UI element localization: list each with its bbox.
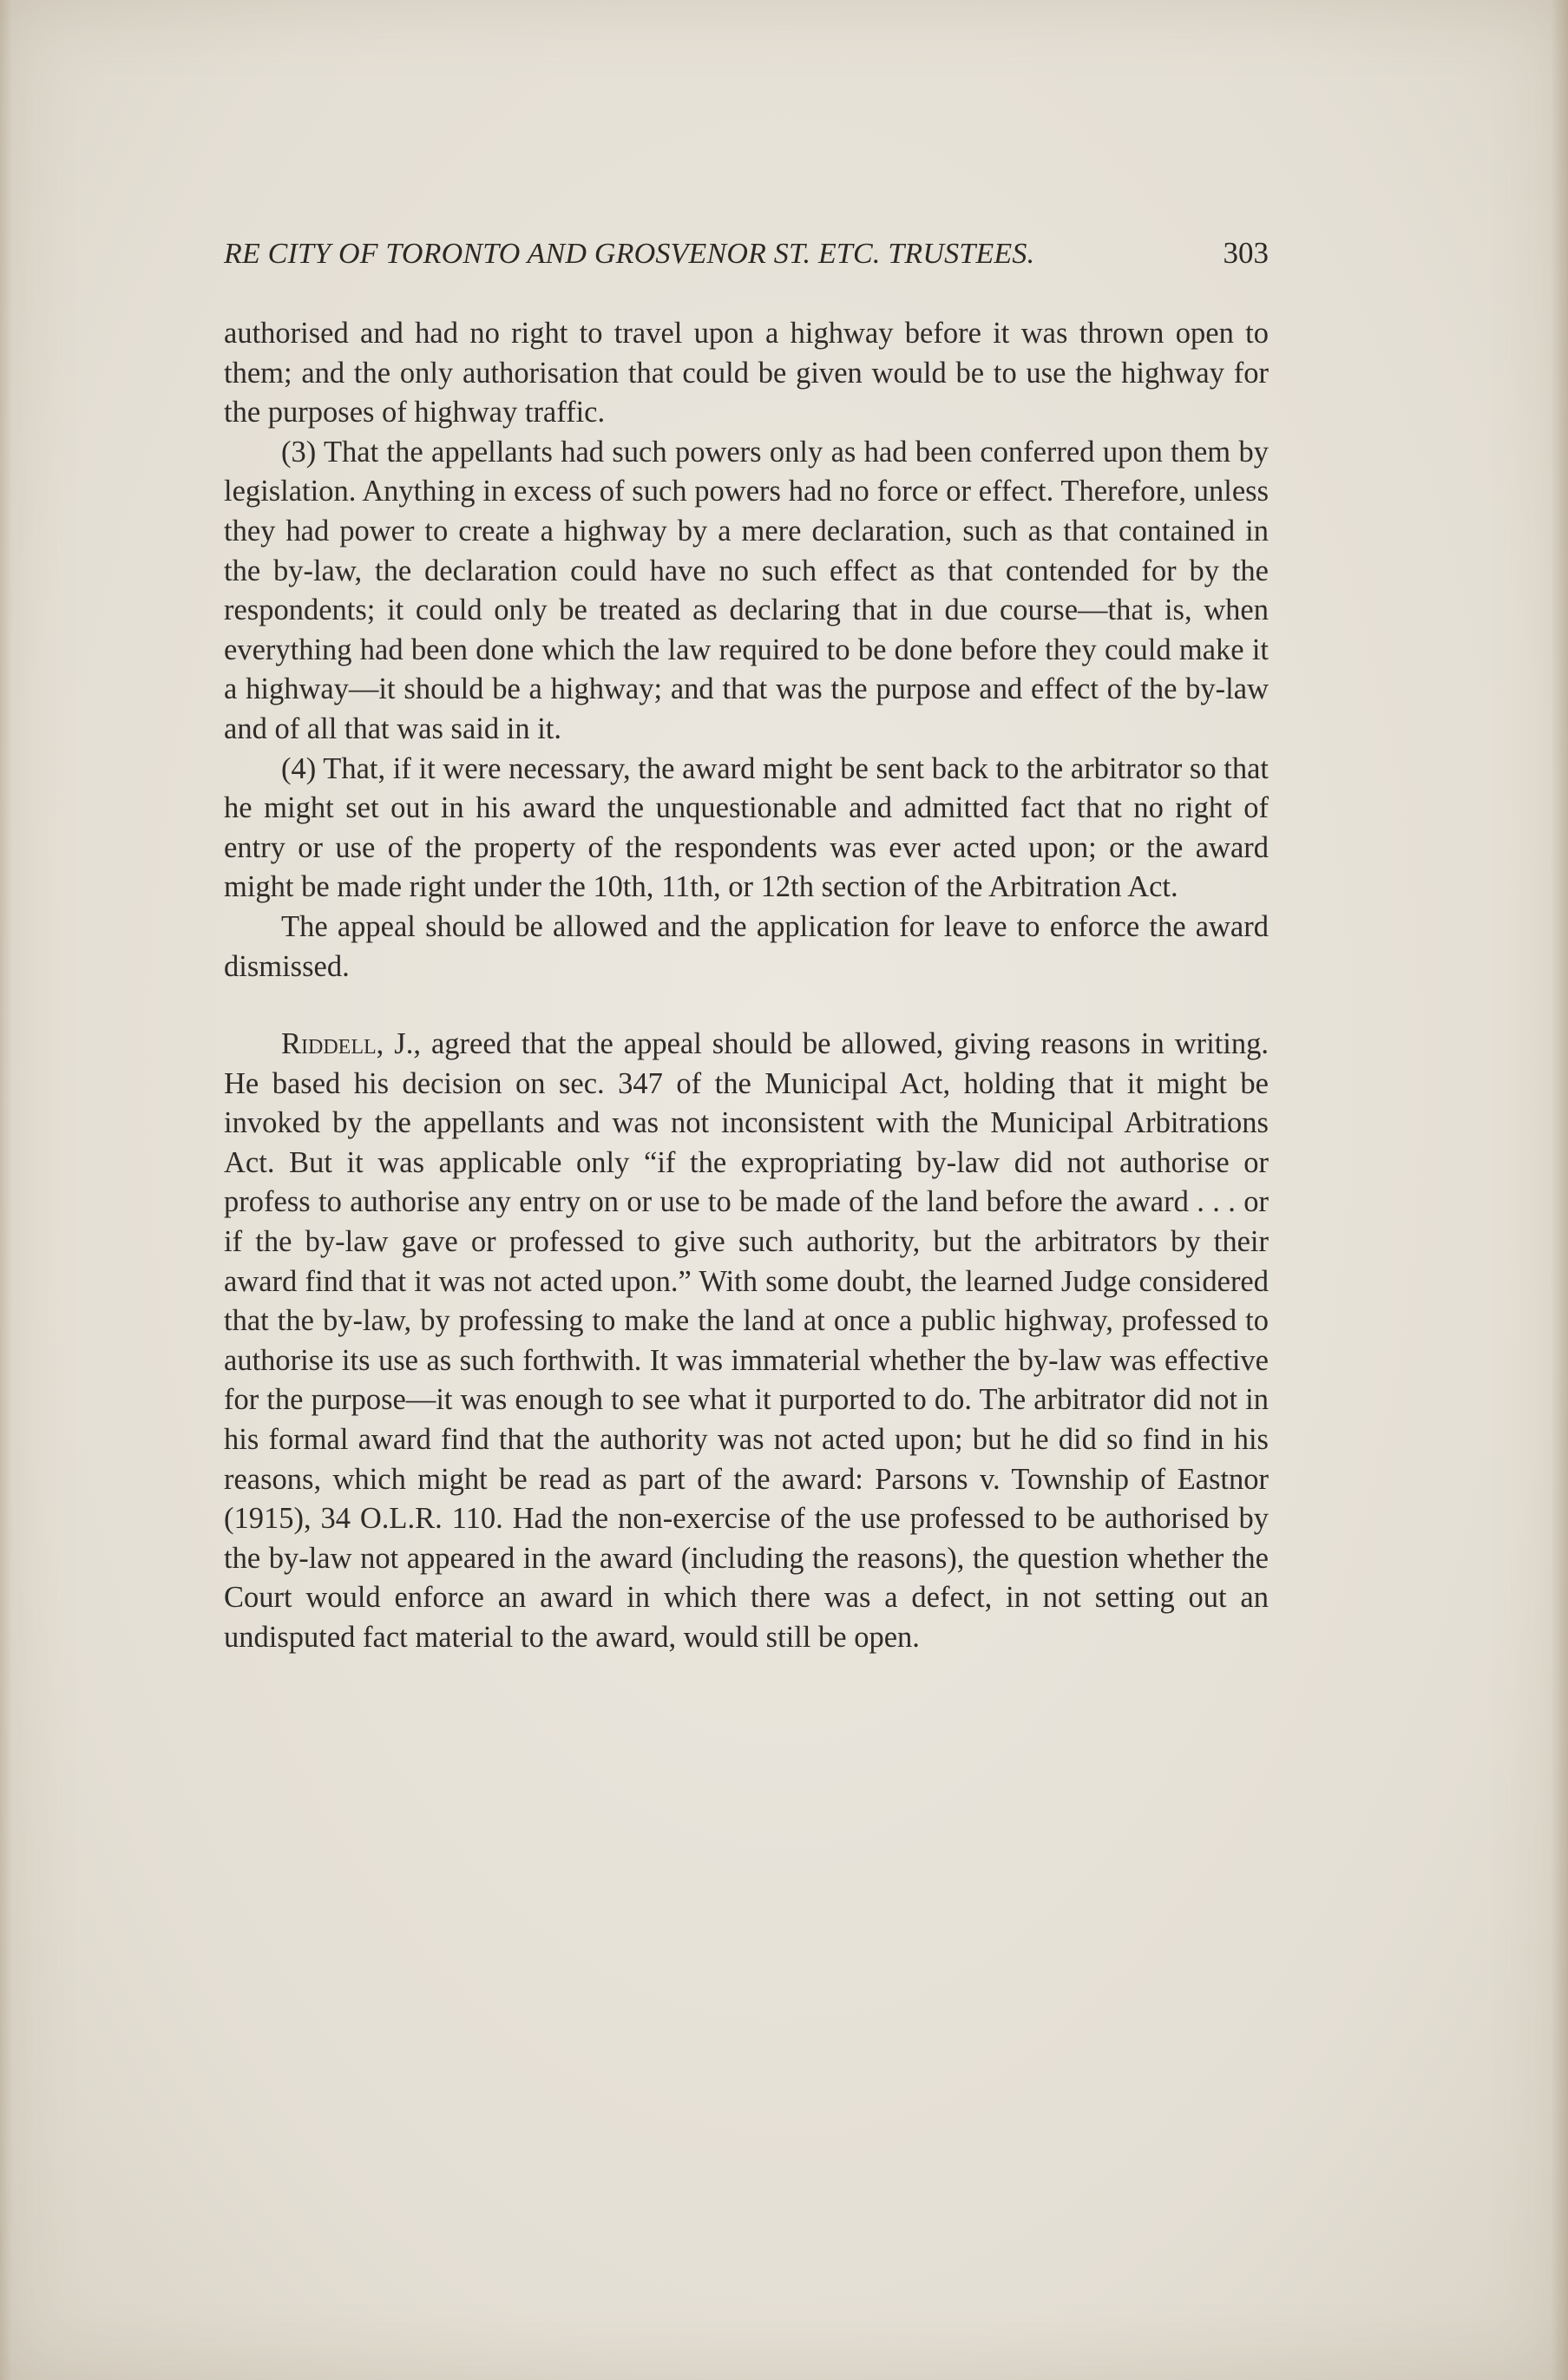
running-header [224, 236, 1269, 271]
page-body [224, 314, 1269, 1658]
page-edge-shadow-left [0, 0, 12, 2380]
paragraph-continuation: authorised and had no right to travel upon a highway before it was thrown open to them; and the only authorisation that could be given would be to use the highway for the purposes of highway traffic. [224, 317, 1269, 429]
judge-name: Riddell, J. [281, 1027, 414, 1061]
page-edge-shadow-right [1551, 0, 1568, 2380]
paragraph-riddell [224, 1025, 1269, 1658]
paragraph-point-3: (3) That the appellants had such powers only as had been conferred upon them by legislation. Anything in excess of such powers had no force or effect. Therefore, unless they had power to create a highway by a mere declaration, such as that contained in the by-law, the declaration could have no such effect as that contended for by the respondents; it could only be treated as declaring that in due course—that is, when everything had been done which the law required to be done before they could make it a highway—it should be a highway; and that was the purpose and effect of the by-law and of all that was said in it. [224, 435, 1269, 745]
page-number: 303 [1223, 236, 1269, 270]
paragraph-point-4: (4) That, if it were necessary, the award might be sent back to the arbitrator so that he might set out in his award the unquestionable and admitted fact that no right of entry or use of the property of the respondents was ever acted upon; or the award might be made right under the 10th, 11th, or 12th section of the Arbitration Act. [224, 751, 1269, 904]
riddell-text: , agreed that the appeal should be allowed, giving reasons in writing. He based his decision on sec. 347 of the Municipal Act, holding that it might be invoked by the appellants and was not inconsistent with the Municipal Arbitrations Act. But it was applicable only “if the expropriating by-law did not authorise or profess to authorise any entry on or use to be made of the land before the award . . . or if the by-law gave or professed to give such authority, but the arbitrators by their award find that it was not acted upon.” With some doubt, the learned Judge considered that the by-law, by professing to make the land at once a public highway, professed to authorise its use as such forthwith. It was immaterial whether the by-law was effective for the purpose—it was enough to see what it purported to do. The arbitrator did not in his formal award find that the authority was not acted upon; but he did so find in his reasons, which might be read as part of the award: Parsons v. Township of Eastnor (1915), 34 O.L.R. 110. Had the non-exercise of the use professed to be authorised by the by-law not appeared in the award (including the reasons), the question whether the Court would enforce an award in which there was a defect, in not setting out an undisputed fact material to the award, would still be open. [224, 1027, 1269, 1654]
running-title: RE CITY OF TORONTO AND GROSVENOR ST. ETC. TRUSTEES. [224, 238, 1035, 270]
paragraph-conclusion: The appeal should be allowed and the application for leave to enforce the award dismissed. [224, 909, 1269, 983]
